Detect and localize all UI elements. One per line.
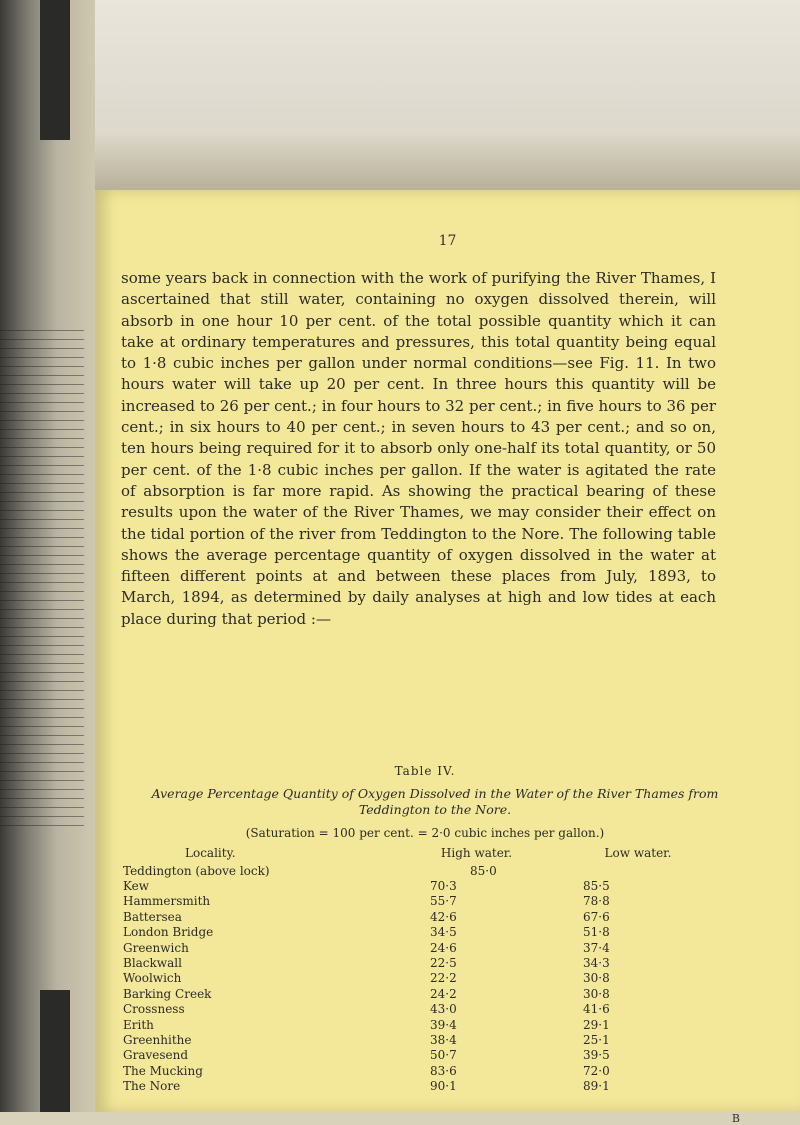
locality-cell: Crossness (123, 1002, 185, 1017)
table-row (123, 863, 723, 878)
high-water-cell: 24·2 (429, 986, 457, 1001)
book-binding (0, 0, 95, 1112)
table-row (123, 1002, 723, 1017)
high-water-cell: 42·6 (429, 909, 457, 924)
table-header-row (123, 846, 723, 863)
table-body (123, 863, 723, 1094)
locality-cell: Hammersmith (123, 894, 211, 909)
low-water-cell: 85·5 (582, 879, 610, 894)
high-water-cell: 83·6 (429, 1063, 457, 1078)
locality-cell: Gravesend (123, 1048, 189, 1063)
high-water-cell: 34·5 (429, 925, 457, 940)
high-water-cell: 22·2 (429, 971, 457, 986)
high-water-cell: 55·7 (429, 894, 457, 909)
ruled-page-edge (0, 330, 84, 830)
table-row (123, 925, 723, 940)
locality-cell: Kew (123, 879, 150, 894)
table-caption: Average Percentage Quantity of Oxygen Dissolved in the Water of the River Thames from Teddington to the Nore. (151, 786, 719, 817)
table-row (123, 971, 723, 986)
locality-cell: Barking Creek (123, 986, 212, 1001)
low-water-cell: 37·4 (582, 940, 610, 955)
table-row (123, 955, 723, 970)
high-water-cell: 90·1 (429, 1079, 457, 1094)
low-water-cell: 72·0 (582, 1063, 610, 1078)
locality-cell: Teddington (above lock) (123, 863, 270, 878)
low-water-cell: 30·8 (582, 971, 610, 986)
high-water-cell: 43·0 (429, 1002, 457, 1017)
low-water-cell: 78·8 (582, 894, 610, 909)
locality-cell: London Bridge (123, 925, 214, 940)
table-row (123, 1048, 723, 1063)
table-row (123, 940, 723, 955)
header-locality: Locality. (185, 846, 236, 860)
high-water-cell: 50·7 (429, 1048, 457, 1063)
table-row (123, 894, 723, 909)
table-row (123, 1063, 723, 1078)
low-water-cell: 25·1 (582, 1032, 610, 1047)
table-row (123, 1032, 723, 1047)
table-row (123, 1078, 723, 1093)
table-row (123, 909, 723, 924)
table-row (123, 986, 723, 1001)
saturation-note: (Saturation = 100 per cent. = 2·0 cubic inches per gallon.) (245, 826, 605, 840)
page-number: 17 (438, 233, 457, 249)
table-row (123, 1017, 723, 1032)
table-row (123, 878, 723, 893)
scan-background (95, 0, 800, 190)
locality-cell: The Nore (123, 1079, 181, 1094)
header-low-water: Low water. (604, 846, 672, 860)
locality-cell: Greenwich (123, 940, 189, 955)
low-water-cell: 67·6 (582, 909, 610, 924)
locality-cell: Blackwall (123, 956, 182, 971)
high-water-cell: 39·4 (429, 1017, 457, 1032)
body-text (121, 268, 716, 630)
locality-cell: The Mucking (123, 1063, 203, 1078)
book-page (95, 190, 800, 1125)
low-water-cell: 51·8 (582, 925, 610, 940)
high-water-cell: 24·6 (429, 940, 457, 955)
high-water-cell: 22·5 (429, 956, 457, 971)
header-high-water: High water. (440, 846, 513, 860)
high-water-cell: 38·4 (429, 1032, 457, 1047)
low-water-cell: 29·1 (582, 1017, 610, 1032)
oxygen-table (123, 846, 723, 1094)
locality-cell: Erith (123, 1017, 154, 1032)
binding-edge-top (40, 0, 70, 140)
table-label: Table IV. (394, 764, 456, 778)
signature-mark: B (731, 1112, 740, 1125)
binding-edge-bottom (40, 990, 70, 1112)
locality-cell: Woolwich (123, 971, 182, 986)
low-water-cell: 30·8 (582, 986, 610, 1001)
locality-cell: Battersea (123, 909, 182, 924)
paragraph: some years back in connection with the work of purifying the River Thames, I ascertained that still water, containing no oxygen dissolved therein, will absorb in one hour 10 per cent. of the total possible quantity which it can take at ordinary temperatures and pressures, this total quantity being equal to 1·8 cubic inches per gallon under normal conditions—see Fig. 11. In two hours water will take up 20 per cent. In three hours this quantity will be increased to 26 per cent.; in four hours to 32 per cent.; in five hours to 36 per cent.; in six hours to 40 per cent.; in seven hours to 43 per cent.; and so on, ten hours being required for it to absorb only one-half its total quantity, or 50 per cent. of the 1·8 cubic inches per gallon. If the water is agitated the rate of absorption is far more rapid. As showing the practical bearing of these results upon the water of the River Thames, we may consider their effect on the tidal portion of the river from Teddington to the Nore. The following table shows the average percentage quantity of oxygen dissolved in the water at fifteen different points at and between these places from July, 1893, to March, 1894, as determined by daily analyses at high and low tides at each place during that period :— (121, 269, 716, 628)
value-cell: 85·0 (469, 863, 497, 878)
low-water-cell: 39·5 (582, 1048, 610, 1063)
low-water-cell: 34·3 (582, 956, 610, 971)
locality-cell: Greenhithe (123, 1032, 192, 1047)
low-water-cell: 89·1 (582, 1079, 610, 1094)
high-water-cell: 70·3 (429, 879, 457, 894)
low-water-cell: 41·6 (582, 1002, 610, 1017)
